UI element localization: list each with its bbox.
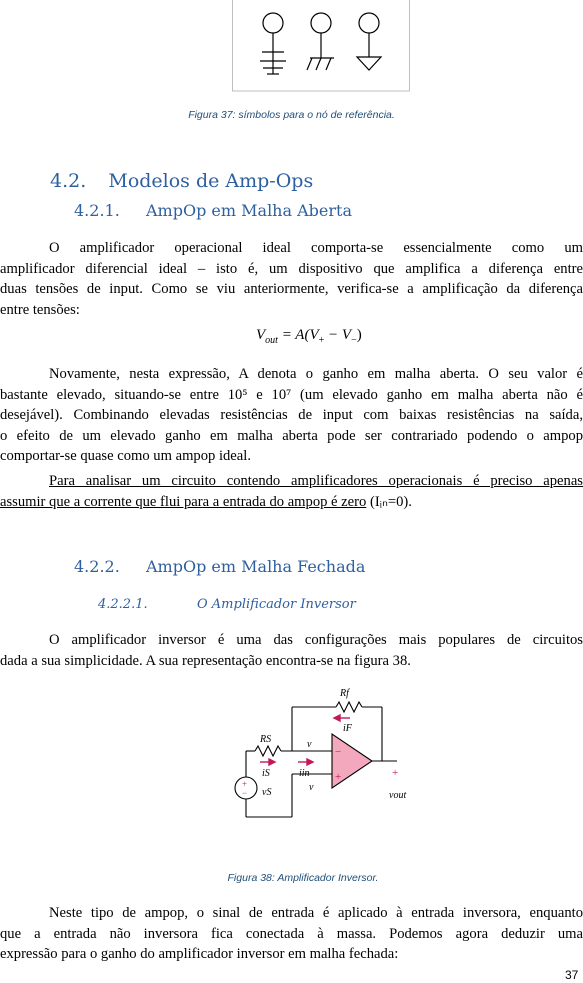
underlined-text: assumir que a corrente que flui para a entrada do ampop é zero (0, 493, 367, 510)
ground-symbols-image (232, 0, 410, 92)
text-line: amplificador diferencial ideal – isto é, um dispositivo que amplifica a diferença entre (0, 260, 583, 277)
text-line: desejável). Combinando elevadas resistências de input com baixas resistências na saída, (0, 407, 583, 423)
label-rf: Rf (340, 688, 349, 699)
figure-38-caption: Figura 38: Amplificador Inversor. (227, 872, 379, 884)
page-number: 37 (565, 968, 579, 982)
eq-minus: − V (324, 327, 352, 343)
opamp-minus-sign: − (335, 746, 342, 758)
paragraph-analysis-rule (0, 471, 583, 512)
text-line: O amplificador operacional ideal comporta-se essencialmente como um (49, 240, 583, 256)
text-line: duas tensões de input. Como se viu anteriormente, verifica-se a amplificação da diferença (0, 281, 583, 297)
section-title: Modelos de Amp-Ops (108, 170, 314, 192)
paragraph-inverting-description (0, 903, 583, 965)
text-line: bastante elevado, situando-se entre 10⁵ e 10⁷ (um elevado ganho em malha aberta não é (0, 386, 583, 403)
section-number: 4.2.2. (74, 557, 120, 576)
eq-gain: = A(V (277, 327, 319, 343)
output-plus-sign: + (392, 767, 399, 779)
paragraph-inverting-intro (0, 630, 583, 671)
eq-close: ) (356, 327, 362, 343)
section-title: AmpOp em Malha Fechada (146, 557, 366, 576)
label-iin: iin (299, 768, 310, 779)
label-v-plus: v (309, 782, 314, 793)
figure-37-caption: Figura 37: símbolos para o nó de referência. (188, 109, 395, 121)
text-line (0, 492, 583, 513)
text-tail: (Iᵢₙ=0). (366, 493, 412, 510)
text-line: Para analisar um circuito contendo amplificadores operacionais é preciso apenas (49, 473, 583, 489)
section-heading-4-2 (50, 170, 313, 192)
label-is: iS (262, 768, 270, 779)
open-loop-equation (256, 327, 362, 346)
inverting-amplifier-circuit (222, 684, 422, 834)
label-vout: vout (389, 790, 407, 801)
section-heading-4-2-2 (74, 557, 365, 576)
figure-38-inverting-amplifier (222, 684, 422, 834)
text-line: o efeito de um elevado ganho em malha aberta pode ser contrariado podendo o ampop (0, 427, 583, 444)
eq-vout: V (256, 327, 266, 343)
source-minus-sign: − (242, 788, 248, 798)
eq-minus-sub: − (351, 335, 357, 346)
paragraph-open-loop-intro (0, 238, 583, 320)
text-line: Neste tipo de ampop, o sinal de entrada é aplicado à entrada inversora, enquanto (49, 905, 583, 921)
section-title: AmpOp em Malha Aberta (146, 201, 352, 220)
text-line: dada a sua simplicidade. A sua representação encontra-se na figura 38. (0, 652, 411, 669)
opamp-plus-sign: + (335, 771, 342, 783)
section-heading-4-2-2-1 (98, 597, 356, 612)
text-line: entre tensões: (0, 301, 80, 318)
section-number: 4.2.2.1. (98, 597, 148, 612)
text-line: que a entrada não inversora fica conectada à massa. Podemos agora deduzir uma (0, 925, 583, 942)
text-line: O amplificador inversor é uma das configurações mais populares de circuitos (49, 632, 583, 648)
text-line: Novamente, nesta expressão, A denota o ganho em malha aberta. O seu valor é (49, 366, 583, 382)
section-number: 4.2. (50, 170, 87, 192)
section-title: O Amplificador Inversor (197, 597, 356, 612)
text-line: comportar-se quase como um ampop ideal. (0, 448, 251, 464)
figure-37 (232, 0, 410, 92)
label-vs: vS (262, 787, 272, 798)
label-rs: RS (260, 734, 272, 745)
label-v-minus: v (307, 739, 312, 750)
source-plus-sign: + (242, 779, 248, 789)
label-if: iF (343, 723, 352, 734)
eq-plus-sub: + (318, 335, 325, 346)
section-heading-4-2-1 (74, 201, 352, 220)
paragraph-open-loop-gain (0, 364, 583, 467)
eq-out-sub: out (265, 335, 278, 346)
section-number: 4.2.1. (74, 201, 120, 220)
text-line: expressão para o ganho do amplificador inversor em malha fechada: (0, 946, 399, 962)
